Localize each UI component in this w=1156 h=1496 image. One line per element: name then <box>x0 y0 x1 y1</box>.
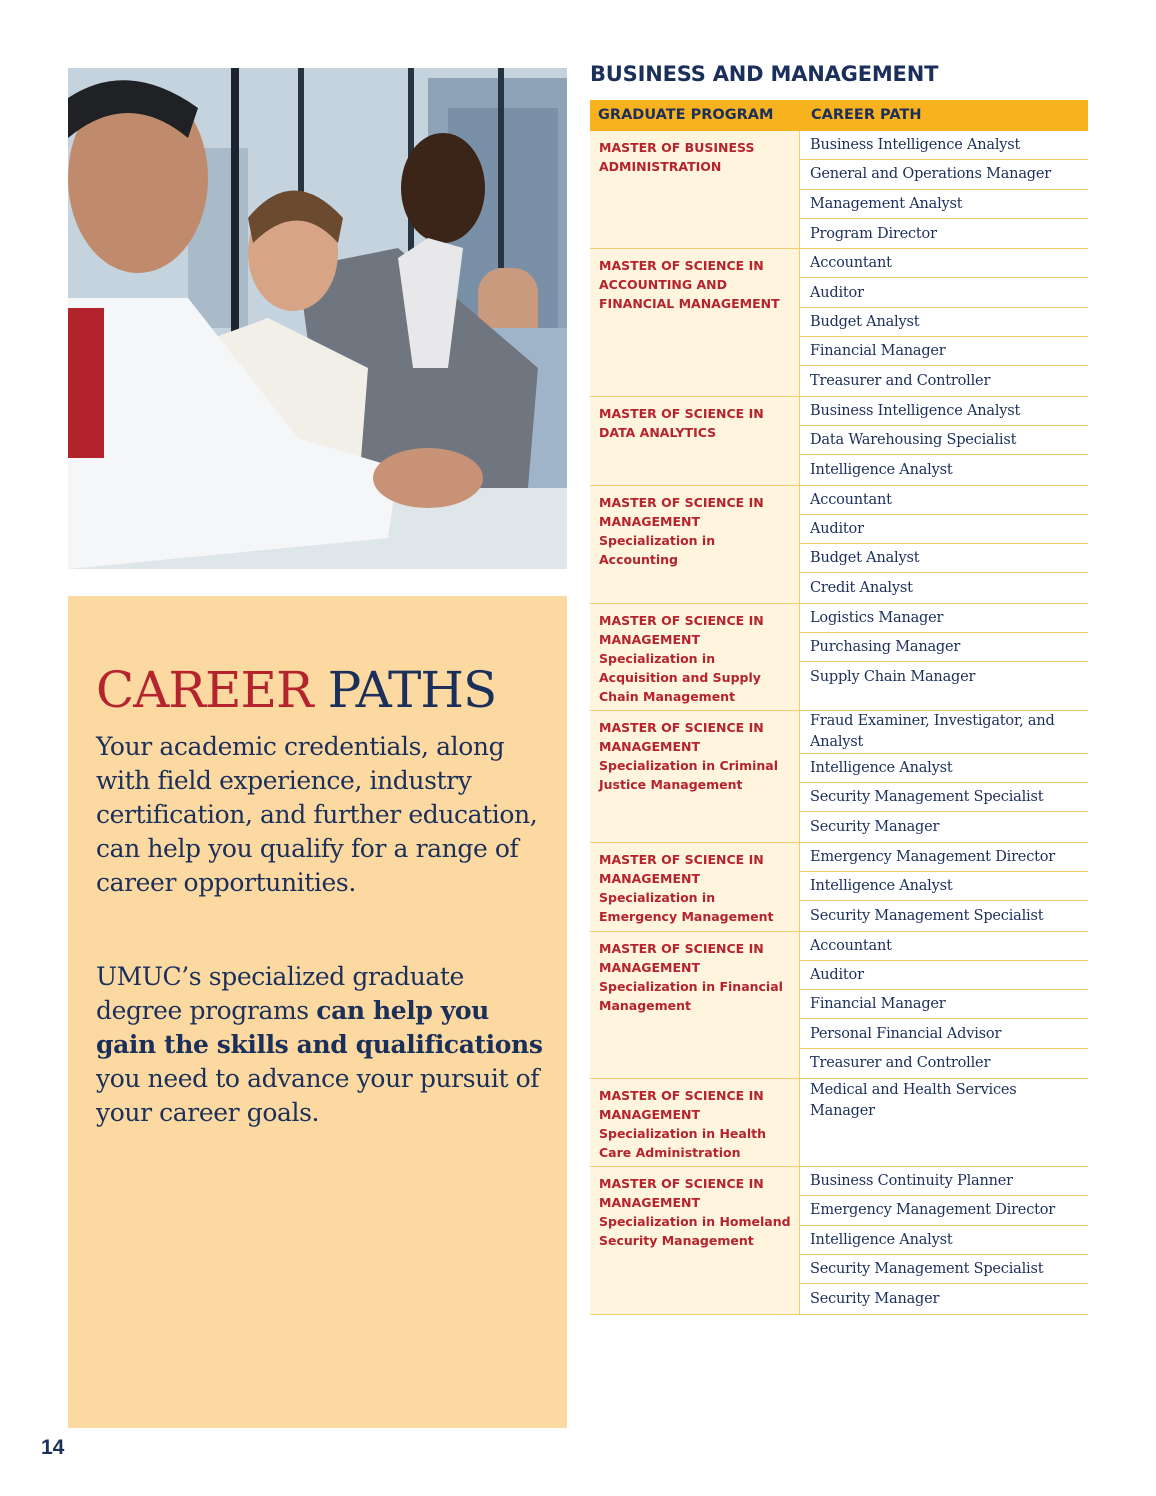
heading-paths: PATHS <box>327 661 497 719</box>
program-title: MASTER OF SCIENCE IN ACCOUNTING AND FINANCIAL MANAGEMENT <box>599 258 780 312</box>
career-list <box>800 397 1088 485</box>
program-title: MASTER OF SCIENCE IN MANAGEMENT <box>599 494 764 529</box>
career-item: Auditor <box>800 278 1088 307</box>
table-body <box>590 131 1088 1315</box>
program-cell <box>590 249 800 395</box>
program-cell <box>590 131 800 248</box>
program-cell <box>590 932 800 1078</box>
table-row <box>590 604 1088 711</box>
table-row <box>590 1167 1088 1314</box>
career-table <box>590 100 1088 1315</box>
program-title: MASTER OF SCIENCE IN MANAGEMENT <box>599 612 764 647</box>
umuc-paragraph <box>96 960 556 1130</box>
career-paths-heading <box>96 660 496 720</box>
table-row <box>590 843 1088 932</box>
career-list <box>800 131 1088 248</box>
program-specialization: Specialization in Emergency Management <box>599 889 774 924</box>
career-item: Management Analyst <box>800 190 1088 219</box>
career-item: Accountant <box>800 249 1088 278</box>
career-item: Treasurer and Controller <box>810 373 991 390</box>
career-list <box>800 711 1088 842</box>
header-career-path: CAREER PATH <box>811 107 922 123</box>
table-row <box>590 249 1088 396</box>
career-item: Credit Analyst <box>810 580 913 597</box>
career-item: Accountant <box>800 486 1088 515</box>
career-item: Security Management Specialist <box>800 1255 1088 1284</box>
program-cell <box>590 843 800 931</box>
meeting-photo <box>68 68 567 569</box>
career-item: Treasurer and Controller <box>810 1055 991 1072</box>
umuc-paragraph-end: you need to advance your pursuit of your career goals. <box>96 1064 540 1127</box>
program-cell <box>590 1167 800 1313</box>
career-list <box>800 843 1088 931</box>
career-item: Security Management Specialist <box>810 907 1044 924</box>
career-item: General and Operations Manager <box>800 160 1088 189</box>
career-item: Logistics Manager <box>800 604 1088 633</box>
intro-paragraph: Your academic credentials, along with field experience, industry certification, and further education, can help you qualify for a range of career opportunities. <box>96 732 538 897</box>
program-specialization: Specialization in Health Care Administration <box>599 1126 767 1161</box>
career-item: Emergency Management Director <box>800 1196 1088 1225</box>
table-row <box>590 711 1088 843</box>
program-title: MASTER OF BUSINESS ADMINISTRATION <box>599 140 755 174</box>
program-cell <box>590 486 800 603</box>
program-cell <box>590 604 800 710</box>
program-title: MASTER OF SCIENCE IN MANAGEMENT <box>599 940 764 975</box>
career-item: Accountant <box>800 932 1088 961</box>
career-item: Business Intelligence Analyst <box>800 131 1088 160</box>
career-paths-panel <box>68 596 567 1428</box>
table-row <box>590 1079 1088 1167</box>
career-item: Financial Manager <box>800 337 1088 366</box>
program-title: MASTER OF SCIENCE IN MANAGEMENT <box>599 1176 764 1211</box>
career-item: Auditor <box>800 515 1088 544</box>
career-item: Intelligence Analyst <box>800 1226 1088 1255</box>
program-specialization: Specialization in Accounting <box>599 532 716 567</box>
career-item: Budget Analyst <box>800 308 1088 337</box>
career-list <box>800 1167 1088 1313</box>
career-item: Budget Analyst <box>800 544 1088 573</box>
program-specialization: Specialization in Homeland Security Management <box>599 1214 791 1249</box>
program-title: MASTER OF SCIENCE IN MANAGEMENT <box>599 851 764 886</box>
career-item: Security Management Specialist <box>800 783 1088 812</box>
career-list <box>800 249 1088 395</box>
career-item: Security Manager <box>810 1290 940 1307</box>
section-title: BUSINESS AND MANAGEMENT <box>590 62 939 86</box>
header-graduate-program: GRADUATE PROGRAM <box>598 107 774 123</box>
career-item: Security Manager <box>810 818 940 835</box>
career-list <box>800 1079 1088 1166</box>
meeting-photo-illustration <box>68 68 567 569</box>
career-item: Data Warehousing Specialist <box>800 426 1088 455</box>
umuc-paragraph-start: UMUC’s specialized graduate degree programs <box>96 962 464 1025</box>
career-item: Purchasing Manager <box>800 633 1088 662</box>
career-item: Intelligence Analyst <box>800 754 1088 783</box>
career-item: Financial Manager <box>800 990 1088 1019</box>
career-list <box>800 486 1088 603</box>
career-item: Emergency Management Director <box>800 843 1088 872</box>
table-header <box>590 100 1088 131</box>
career-list <box>800 604 1088 710</box>
program-specialization: Specialization in Acquisition and Supply Chain Management <box>599 650 761 704</box>
program-cell <box>590 397 800 485</box>
career-item: Business Intelligence Analyst <box>800 397 1088 426</box>
page-number: 14 <box>41 1436 65 1459</box>
table-row <box>590 131 1088 249</box>
table-row <box>590 932 1088 1079</box>
program-title: MASTER OF SCIENCE IN MANAGEMENT <box>599 1088 764 1123</box>
career-list <box>800 932 1088 1078</box>
career-item: Intelligence Analyst <box>800 872 1088 901</box>
career-item: Supply Chain Manager <box>810 668 976 685</box>
career-item: Intelligence Analyst <box>810 461 953 478</box>
career-item: Fraud Examiner, Investigator, and Analyst <box>800 711 1088 754</box>
umuc-paragraph-bold: can help you gain the skills and qualifications <box>96 996 543 1059</box>
career-item: Business Continuity Planner <box>800 1167 1088 1196</box>
program-cell <box>590 1079 800 1166</box>
career-item: Program Director <box>810 225 937 242</box>
heading-career: CAREER <box>96 661 313 719</box>
career-item: Auditor <box>800 961 1088 990</box>
table-row <box>590 486 1088 604</box>
program-cell <box>590 711 800 842</box>
program-title: MASTER OF SCIENCE IN MANAGEMENT <box>599 719 764 754</box>
program-specialization: Specialization in Financial Management <box>599 978 783 1013</box>
career-item: Medical and Health Services Manager <box>810 1081 1017 1119</box>
table-row <box>590 397 1088 486</box>
program-title: MASTER OF SCIENCE IN DATA ANALYTICS <box>599 405 764 440</box>
career-item: Personal Financial Advisor <box>800 1019 1088 1048</box>
program-specialization: Specialization in Criminal Justice Management <box>599 757 779 792</box>
